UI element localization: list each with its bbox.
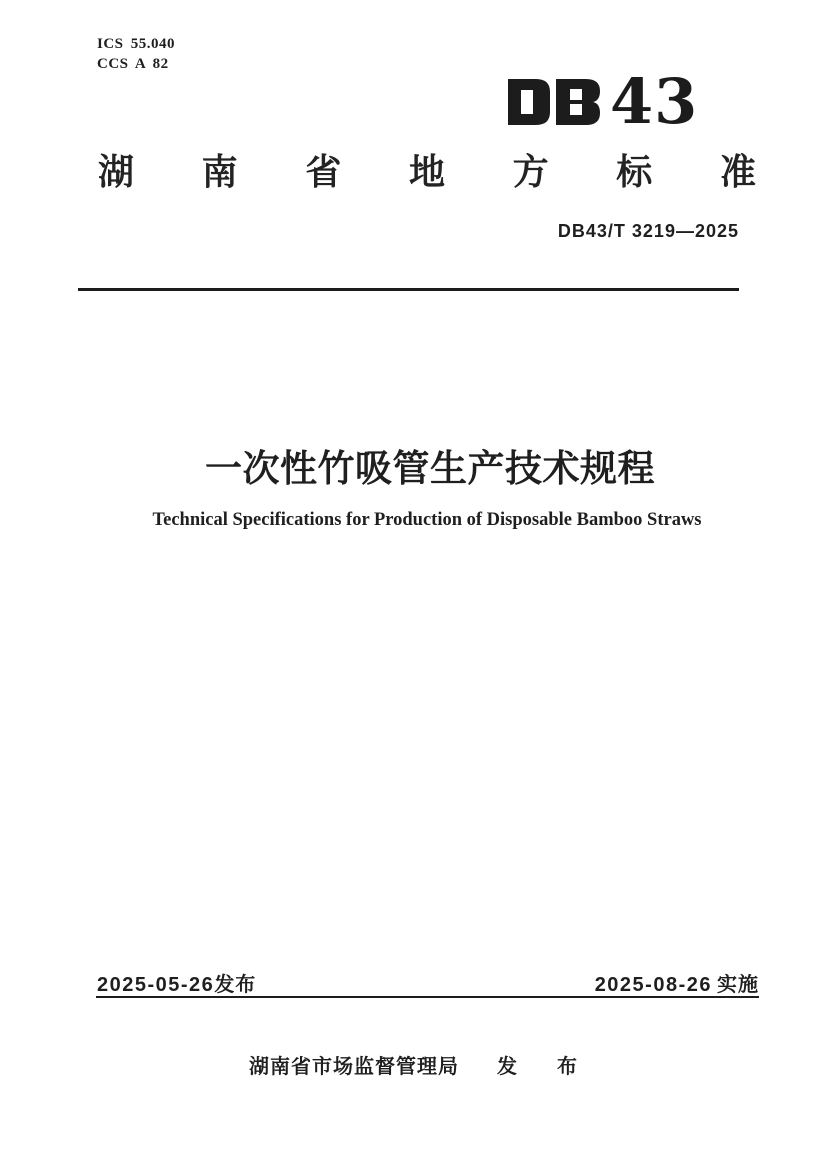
header-divider-rule [78,288,739,291]
implementation-date-line [595,968,759,997]
issue-implementation-dates [97,968,759,997]
publisher-line [21,1050,815,1079]
implementation-date: 2025-08-26 [594,974,712,996]
type-char: 湖 [98,151,135,192]
type-char: 方 [512,151,549,192]
classification-codes [97,34,175,74]
db-logo-region-number: 43 [610,65,699,138]
issue-date-label: 发布 [214,974,257,996]
type-char: 省 [305,151,342,192]
publish-action-label: 发 布 [497,1056,587,1078]
type-char: 地 [408,151,445,192]
standard-type-title [98,151,756,193]
issue-date: 2025-05-26 [97,974,215,996]
ics-code: ICS 55.040 [97,36,176,52]
footer-divider-rule [96,996,759,998]
type-char: 南 [201,151,238,192]
standard-number: DB43/T 3219—2025 [557,221,739,241]
ccs-code: CCS A 82 [97,56,169,72]
type-char: 标 [616,151,653,192]
publisher-name: 湖南省市场监督管理局 [249,1056,459,1078]
db-logo-glyphs [508,79,600,125]
db43-logo [508,65,699,138]
type-char: 准 [719,151,756,192]
document-title-chinese: 一次性竹吸管生产技术规程 [205,448,655,489]
implementation-date-label: 实施 [717,974,759,996]
issue-date-line [97,968,256,997]
document-title-english: Technical Specifications for Production of Disposable Bamboo Straws [152,510,702,530]
